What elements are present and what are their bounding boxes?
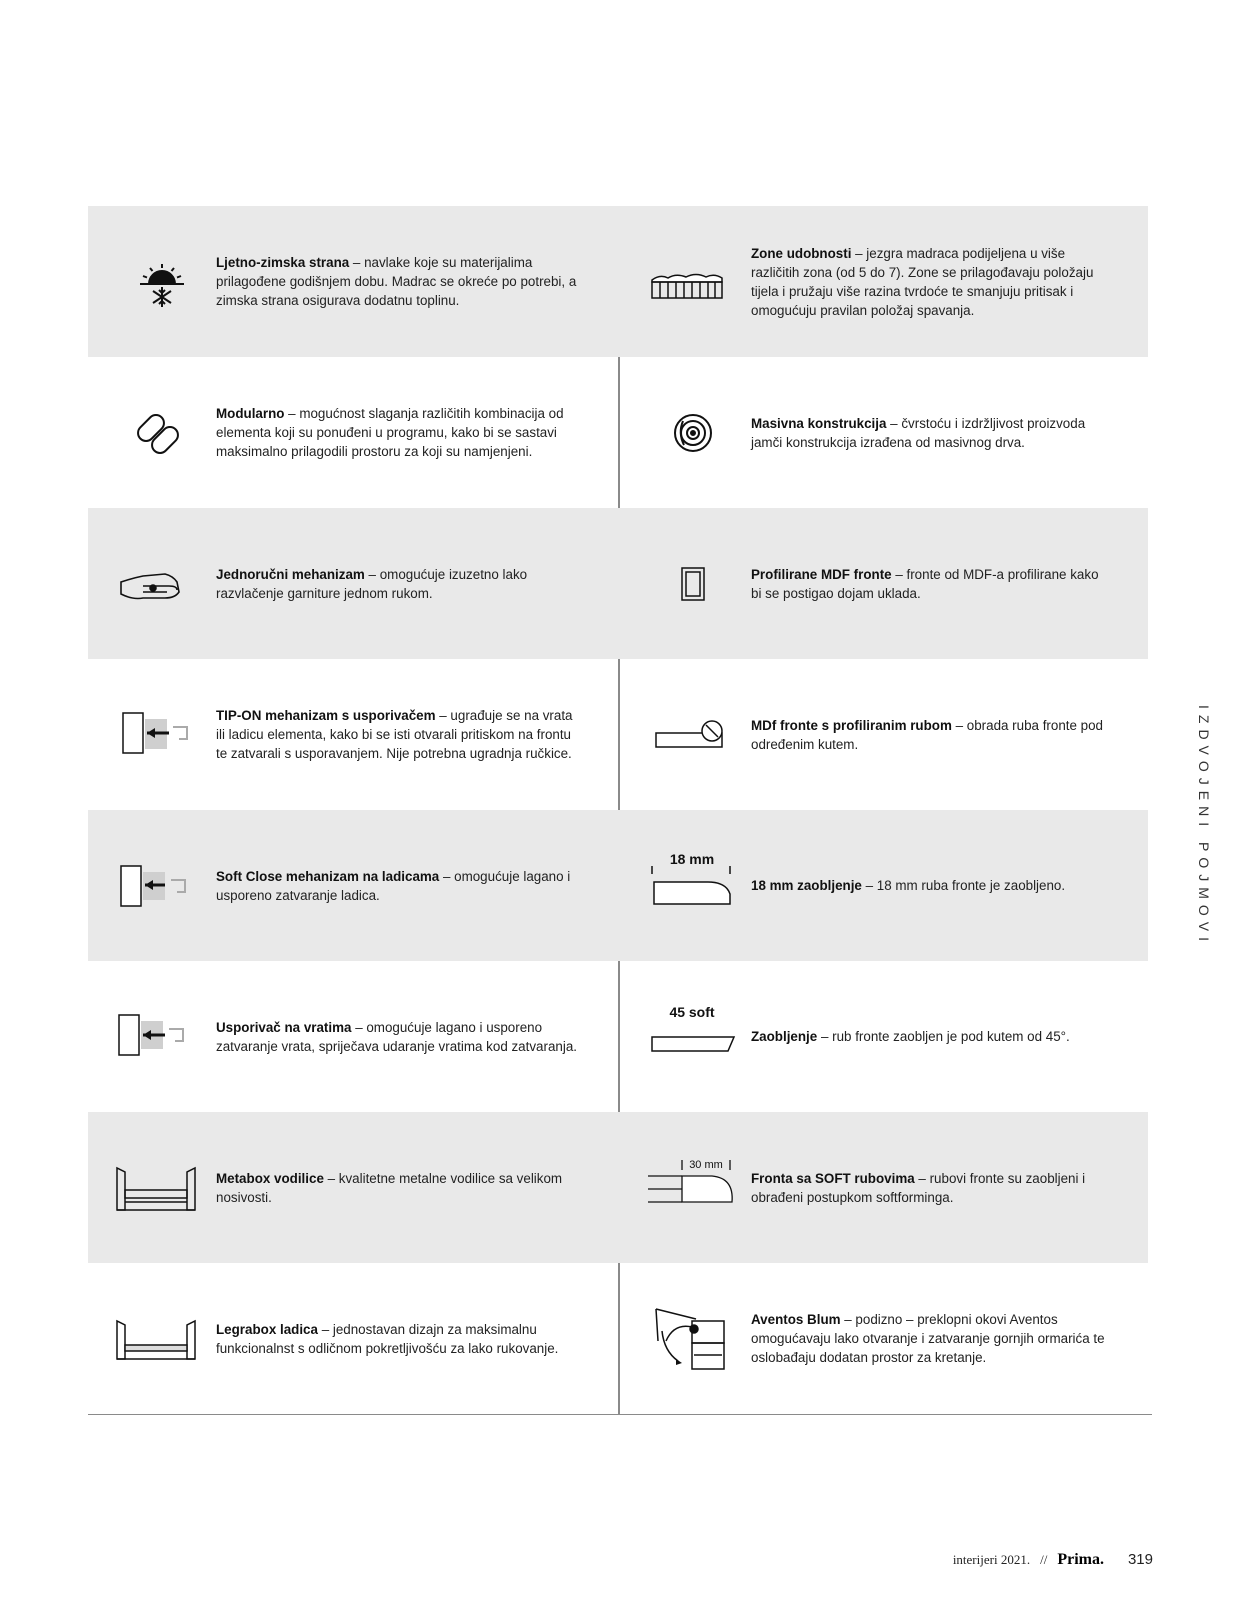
glossary-row	[88, 357, 1148, 508]
glossary-text	[216, 357, 578, 508]
glossary-description: – mogućnost slaganja različitih kombinacija od elementa koji su ponuđeni u programu, kako bi se sastavi maksimalno prilagodili prostoru za koji su namjenjeni.	[216, 406, 564, 459]
glossary-text	[216, 961, 578, 1112]
glossary-term: 18 mm zaobljenje	[751, 878, 862, 893]
glossary-description: – ugrađuje se na vrata ili ladicu elementa, kako bi se isti otvarali pritiskom na frontu te zatvarali s usporavanjem. Nije potrebna ugradnja ručkice.	[216, 708, 573, 761]
glossary-text	[216, 1112, 578, 1263]
section-side-label: IZDVOJENI POJMOVI	[1196, 705, 1212, 948]
glossary-row	[88, 1112, 1148, 1263]
glossary-term: Aventos Blum	[751, 1312, 841, 1327]
glossary-item	[88, 961, 618, 1112]
glossary-item	[88, 206, 618, 357]
glossary-text	[216, 659, 578, 810]
rounded-edge-18mm-icon	[648, 848, 738, 924]
tip-on-icon	[113, 697, 203, 773]
glossary-term: Modularno	[216, 406, 285, 421]
glossary-description: – kvalitetne metalne vodilice sa velikom nosivosti.	[216, 1170, 563, 1205]
one-hand-icon	[113, 546, 203, 622]
glossary-term: Soft Close mehanizam na ladicama	[216, 868, 440, 884]
metabox-runner-icon	[113, 1150, 203, 1226]
magazine-name: interijeri 2021.	[952, 1552, 1031, 1567]
glossary-description: – omogućuje lagano i usporeno zatvaranje ladica.	[216, 868, 571, 903]
glossary-text	[216, 206, 578, 357]
glossary-row	[88, 508, 1148, 659]
sun-snowflake-icon	[113, 244, 203, 320]
glossary-description: – navlake koje su materijalima prilagođene godišnjem dobu. Madrac se okreće po potrebi, a zimska strana osigurava dodatnu toplinu.	[216, 255, 577, 308]
page-footer	[953, 1551, 1153, 1569]
glossary-item	[618, 206, 1148, 357]
glossary-row	[88, 810, 1148, 961]
profiled-edge-icon	[648, 697, 738, 773]
bevel-45-soft-icon	[648, 999, 738, 1075]
glossary-item	[88, 1112, 618, 1263]
glossary-grid	[88, 206, 1148, 1414]
glossary-item	[618, 961, 1148, 1112]
aventos-lift-icon	[648, 1301, 738, 1377]
glossary-row	[88, 961, 1148, 1112]
glossary-text	[216, 1263, 578, 1414]
glossary-text	[751, 810, 1108, 961]
glossary-text	[751, 508, 1108, 659]
glossary-text	[751, 206, 1108, 357]
legrabox-drawer-icon	[113, 1301, 203, 1377]
glossary-description: – omogućuje lagano i usporeno zatvaranje vrata, spriječava udaranje vratima kod zatvaranja.	[216, 1019, 577, 1054]
glossary-text	[751, 357, 1108, 508]
glossary-description: – 18 mm ruba fronte je zaobljeno.	[861, 878, 1066, 893]
glossary-description: – rubovi fronte su zaobljeni i obrađeni postupkom softforminga.	[751, 1170, 1086, 1205]
glossary-row	[88, 659, 1148, 810]
glossary-item	[618, 1112, 1148, 1263]
door-damper-icon	[113, 999, 203, 1075]
glossary-description: – fronte od MDF-a profilirane kako bi se postigao dojam uklada.	[751, 566, 1099, 601]
glossary-term: Legrabox ladica	[216, 1321, 318, 1337]
glossary-description: – rub fronte zaobljen je pod kutem od 45°.	[817, 1029, 1070, 1044]
glossary-term: Jednoručni mehanizam	[216, 566, 365, 582]
glossary-row	[88, 206, 1148, 357]
glossary-term: Zone udobnosti	[751, 245, 852, 261]
bevel-label: 45 soft	[669, 1004, 715, 1020]
glossary-description: – obrada ruba fronte pod određenim kutem.	[751, 717, 1104, 752]
edge-size-label: 30 mm	[689, 1159, 723, 1171]
bottom-rule	[88, 1414, 1152, 1415]
mattress-zones-icon	[648, 244, 738, 320]
glossary-item	[88, 810, 618, 961]
glossary-description: – podizno – preklopni okovi Aventos omogućavaju lako otvaranje i zatvaranje gornjih ormarića te oslobađaju dodatan prostor za kretanje.	[751, 1312, 1105, 1365]
glossary-term: TIP-ON mehanizam s usporivačem	[216, 708, 436, 723]
glossary-term: Usporivač na vratima	[216, 1019, 352, 1035]
chain-link-icon	[113, 395, 203, 471]
glossary-text	[751, 1263, 1108, 1414]
glossary-item	[88, 659, 618, 810]
glossary-item	[618, 508, 1148, 659]
glossary-text	[216, 810, 578, 961]
wood-log-icon	[648, 395, 738, 471]
glossary-term: Ljetno-zimska strana	[216, 255, 350, 270]
glossary-item	[618, 357, 1148, 508]
glossary-item	[88, 357, 618, 508]
soft-edge-30mm-icon	[648, 1150, 738, 1226]
glossary-description: – jednostavan dizajn za maksimalnu funkcionalnst s odličnom pokretljivošću za lako rukovanje.	[216, 1321, 559, 1356]
glossary-term: MDf fronte s profiliranim rubom	[751, 717, 952, 733]
glossary-text	[751, 659, 1108, 810]
glossary-row	[88, 1263, 1148, 1414]
glossary-text	[216, 508, 578, 659]
soft-close-drawer-icon	[113, 848, 203, 924]
glossary-term: Metabox vodilice	[216, 1170, 324, 1186]
glossary-text	[751, 1112, 1108, 1263]
glossary-description: – omogućuje izuzetno lako razvlačenje garniture jednom rukom.	[216, 566, 528, 601]
glossary-term: Zaobljenje	[751, 1029, 818, 1044]
page-number: 319	[1127, 1551, 1153, 1568]
glossary-text	[751, 961, 1108, 1112]
footer-separator: //	[1040, 1552, 1048, 1567]
glossary-description: – čvrstoću i izdržljivost proizvoda jamči konstrukcija izrađena od masivnog drva.	[751, 415, 1086, 450]
glossary-item	[618, 659, 1148, 810]
profiled-front-icon	[648, 546, 738, 622]
glossary-item	[618, 810, 1148, 961]
glossary-item	[88, 1263, 618, 1414]
glossary-item	[618, 1263, 1148, 1414]
edge-size-label: 18 mm	[669, 851, 715, 867]
glossary-term: Masivna konstrukcija	[751, 415, 887, 431]
glossary-item	[88, 508, 618, 659]
brand-logo: Prima.	[1057, 1551, 1104, 1568]
glossary-description: – jezgra madraca podijeljena u više različitih zona (od 5 do 7). Zone se prilagođavaju položaju tijela i pružaju više razina tvrdoće te smanjuju pritisak i omogućuju pravilan položaj spavanja.	[751, 245, 1094, 318]
glossary-term: Fronta sa SOFT rubovima	[751, 1170, 915, 1186]
glossary-term: Profilirane MDF fronte	[751, 566, 892, 582]
